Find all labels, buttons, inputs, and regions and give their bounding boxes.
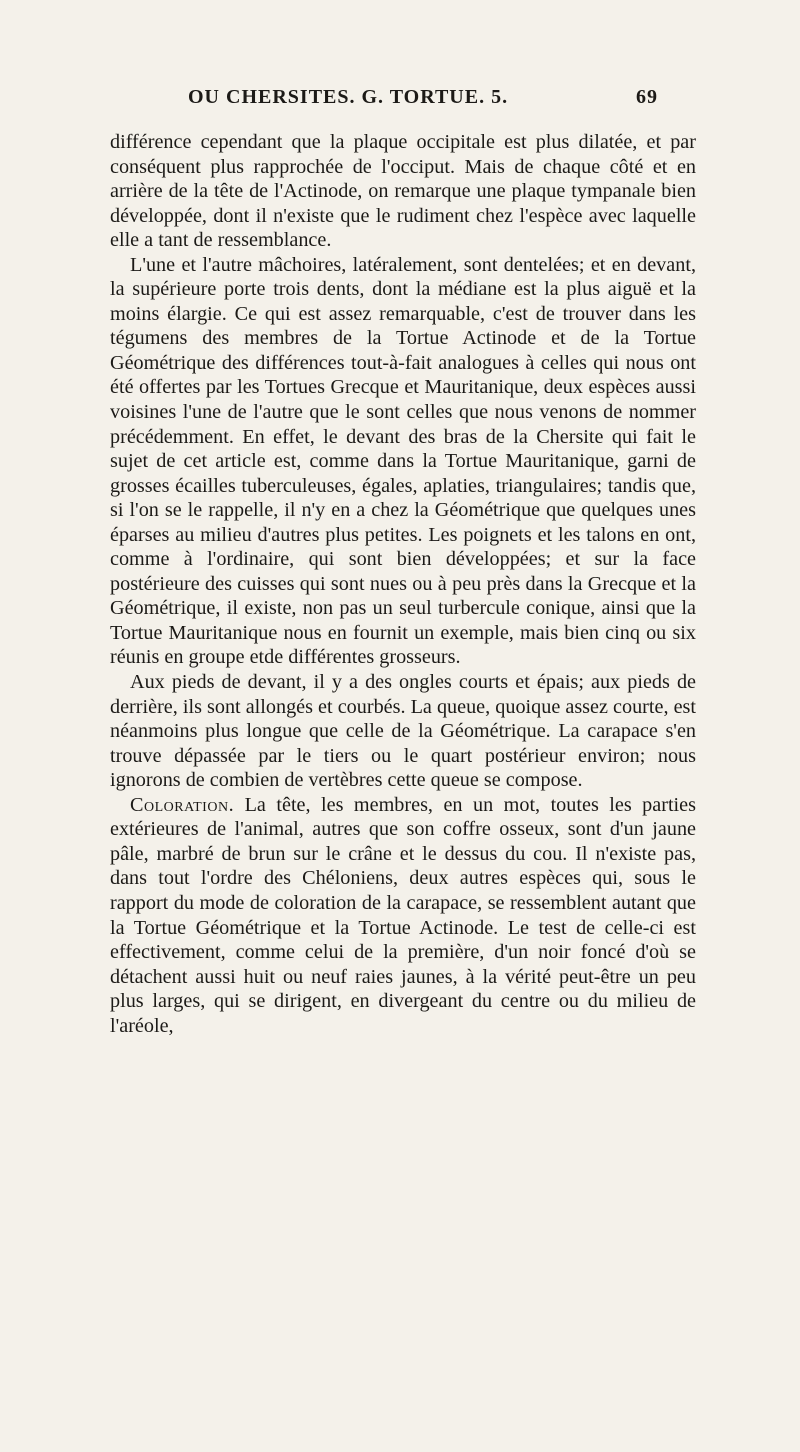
paragraph	[110, 130, 696, 253]
paragraph-text: La tête, les membres, en un mot, toutes les parties extérieures de l'animal, autres que son coffre osseux, sont d'un jaune pâle, marbré de brun sur le crâne et le dessus du cou. Il n'existe pas, dans tout l'ordre des Chéloniens, deux autres espèces qui, sous le rapport du mode de coloration de la carapace, se ressemblent autant que la Tortue Géométrique et la Tortue Actinode. Le test de celle-ci est effectivement, comme celui de la première, d'un noir foncé d'où se détachent aussi huit ou neuf raies jaunes, à la vérité peut-être un peu plus larges, qui se dirigent, en divergeant du centre ou du milieu de l'aréole,	[110, 793, 696, 1037]
running-head-title: OU CHERSITES. G. TORTUE. 5.	[188, 86, 509, 108]
page-number: 69	[636, 86, 658, 108]
paragraph	[110, 253, 696, 670]
paragraph	[110, 793, 696, 1038]
paragraph-text: Aux pieds de devant, il y a des ongles courts et épais; aux pieds de derrière, ils sont allongés et courbés. La queue, quoique assez courte, est néanmoins plus longue que celle de la Géométrique. La carapace s'en trouve dépassée par le tiers ou le quart postérieur environ; nous ignorons de combien de vertèbres cette queue se compose.	[110, 671, 696, 792]
paragraph-text: L'une et l'autre mâchoires, latéralement, sont dentelées; et en devant, la supérieure porte trois dents, dont la médiane est la plus aiguë et la moins élargie. Ce qui est assez remarquable, c'est de trouver dans les tégumens des membres de la Tortue Actinode et de la Tortue Géométrique des différences tout-à-fait analogues à celles qui nous ont été offertes par les Tortues Grecque et Mauritanique, deux espèces aussi voisines l'une de l'autre que le sont celles que nous venons de nommer précédemment. En effet, le devant des bras de la Chersite qui fait le sujet de cet article est, comme dans la Tortue Mauritanique, garni de grosses écailles tuberculeuses, égales, aplaties, triangulaires; tandis que, si l'on se le rappelle, il n'y en a chez la Géométrique que quelques unes éparses au milieu d'autres plus petites. Les poignets et les talons en ont, comme à l'ordinaire, qui sont bien développées; et sur la face postérieure des cuisses qui sont nues ou à peu près dans la Grecque et la Géométrique, il existe, non pas un seul turbercule conique, ainsi que la Tortue Mauritanique nous en fournit un exemple, mais bien cinq ou six réunis en groupe etde différentes grosseurs.	[110, 253, 696, 669]
section-lead: Coloration.	[130, 793, 235, 816]
paragraph-text: différence cependant que la plaque occipitale est plus dilatée, et par conséquent plus rapprochée de l'occiput. Mais de chaque côté et en arrière de la tête de l'Actinode, on remarque une plaque tympanale bien développée, dont il n'existe que le rudiment chez l'espèce avec laquelle elle a tant de ressemblance.	[110, 131, 696, 252]
body-text	[110, 130, 696, 1038]
paragraph	[110, 670, 696, 793]
